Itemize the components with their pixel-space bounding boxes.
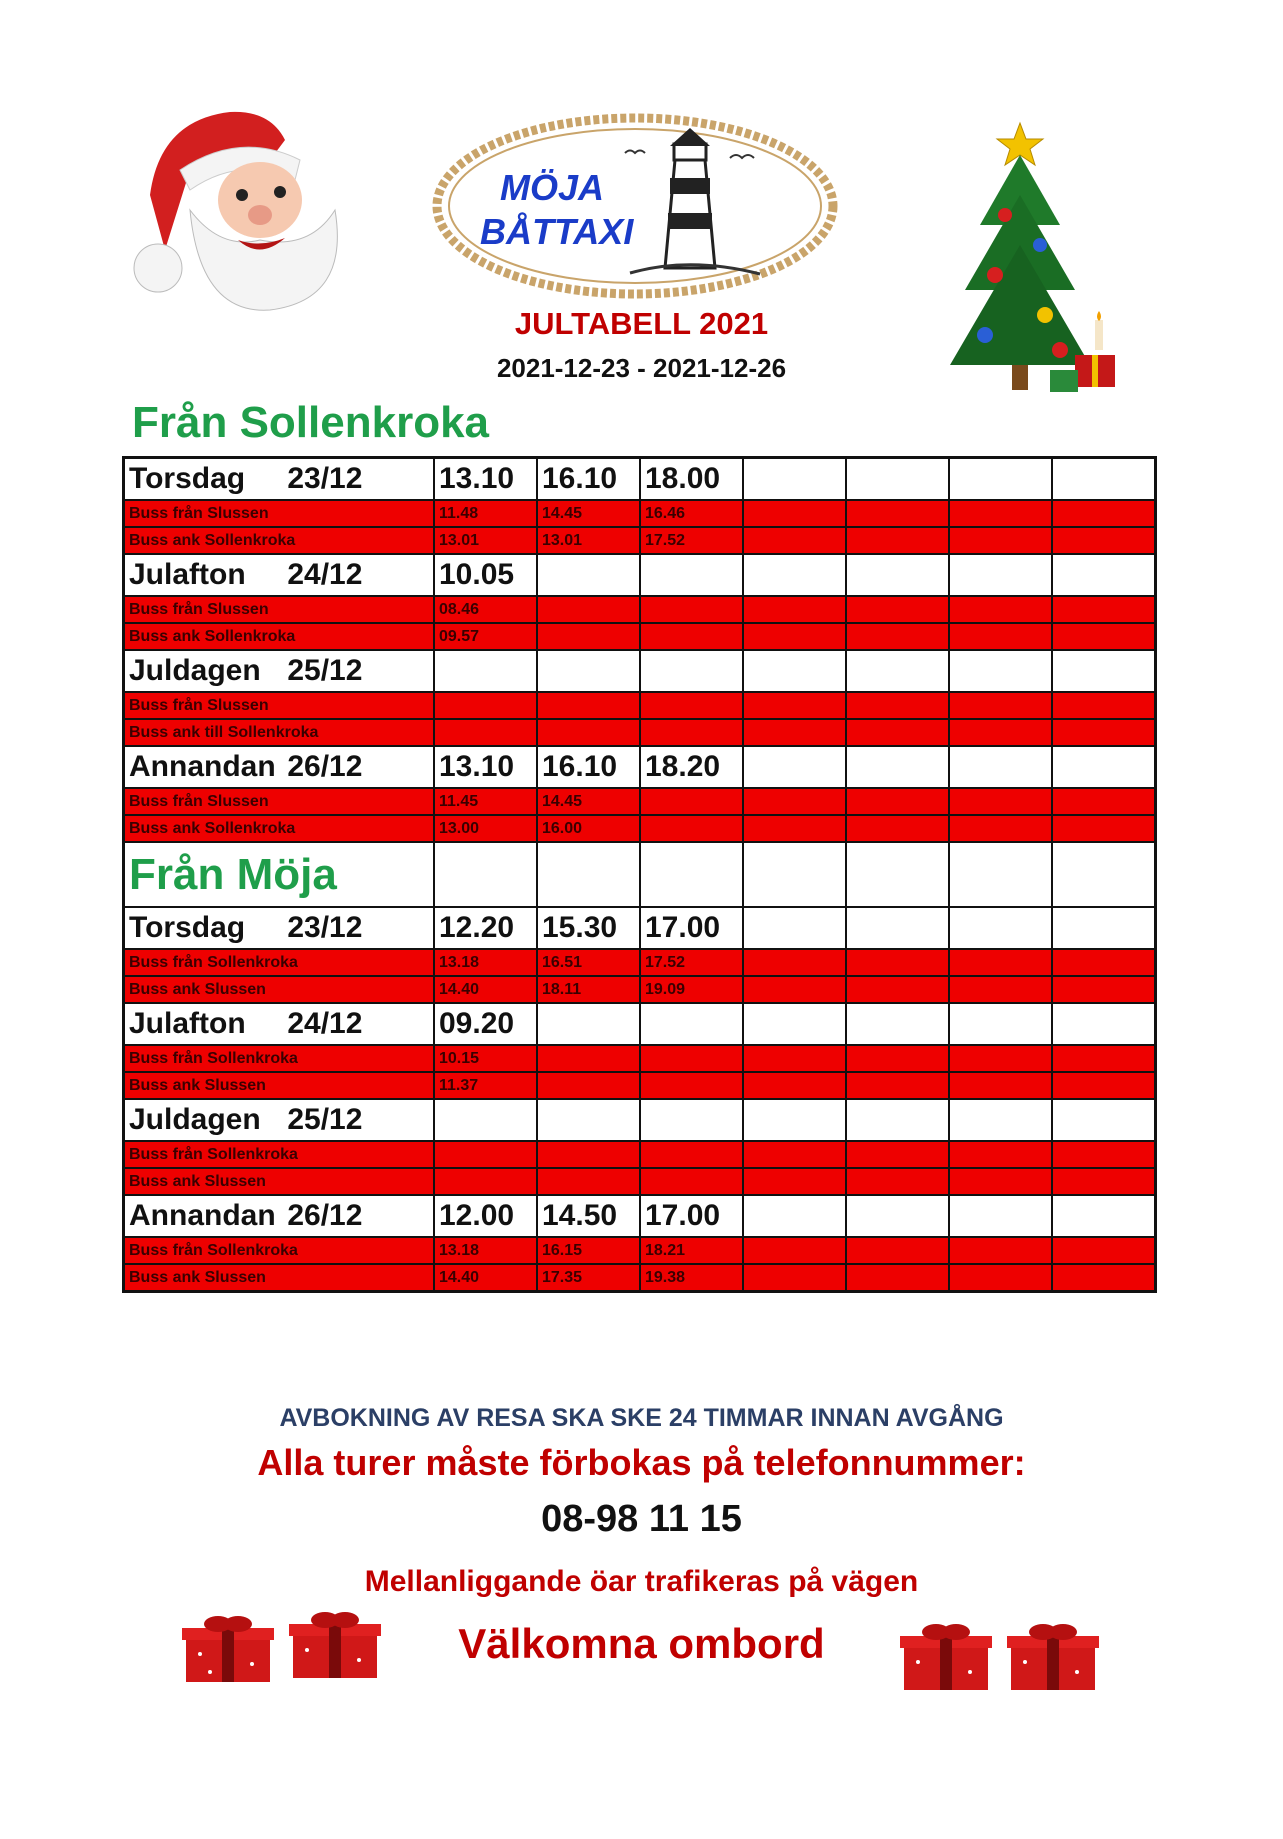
bus-time: 17.52 [640,527,743,554]
empty-cell [1052,1072,1156,1099]
empty-cell [743,623,846,650]
bus-row [124,949,1156,976]
departure-time: 09.20 [434,1003,537,1045]
empty-cell [846,1264,949,1292]
empty-cell [640,692,743,719]
empty-cell [846,1099,949,1141]
empty-cell [640,1141,743,1168]
empty-cell [949,1141,1052,1168]
booking-notice: Alla turer måste förbokas på telefonnummer: [257,1442,1026,1483]
empty-cell [949,815,1052,842]
departure-time: 18.00 [640,458,743,501]
bus-time: 11.37 [434,1072,537,1099]
bus-time: 14.45 [537,500,640,527]
empty-cell [1052,596,1156,623]
day-date: 26/12 [287,1199,363,1232]
empty-cell [537,842,640,907]
welcome-text: Välkomna ombord [458,1620,825,1667]
empty-cell [743,746,846,788]
day-row [124,458,1156,501]
empty-cell [846,842,949,907]
empty-cell [949,719,1052,746]
empty-cell [1052,554,1156,596]
day-name: Torsdag [129,462,246,495]
section-title-moja: Från Möja [124,842,435,907]
empty-cell [640,1003,743,1045]
bus-time: 08.46 [434,596,537,623]
empty-cell [846,949,949,976]
empty-cell [949,527,1052,554]
empty-cell [949,1003,1052,1045]
empty-cell [434,1141,537,1168]
bus-label: Buss ank Sollenkroka [124,623,435,650]
day-label-cell [124,458,435,501]
timetable-title: JULTABELL 2021 [514,306,769,341]
empty-cell [640,596,743,623]
departure-time: 15.30 [537,907,640,949]
bus-time: 17.35 [537,1264,640,1292]
day-date: 24/12 [287,1007,363,1040]
departure-time: 16.10 [537,458,640,501]
phone-number: 08-98 11 15 [541,1498,742,1540]
empty-cell [1052,1099,1156,1141]
bus-time: 14.40 [434,1264,537,1292]
empty-cell [743,719,846,746]
gift-icon [898,1622,994,1692]
empty-cell [743,650,846,692]
empty-cell [1052,842,1156,907]
empty-cell [537,650,640,692]
bus-time: 16.15 [537,1237,640,1264]
bus-time: 13.18 [434,949,537,976]
empty-cell [743,1237,846,1264]
bus-row [124,815,1156,842]
bus-label: Buss från Slussen [124,692,435,719]
departure-time: 13.10 [434,746,537,788]
empty-cell [949,1099,1052,1141]
empty-cell [537,1099,640,1141]
departure-time: 17.00 [640,1195,743,1237]
empty-cell [949,949,1052,976]
departure-time: 18.20 [640,746,743,788]
empty-cell [743,788,846,815]
bus-time: 16.00 [537,815,640,842]
bus-label: Buss ank Slussen [124,1168,435,1195]
bus-label: Buss ank Slussen [124,976,435,1003]
bus-row [124,1264,1156,1292]
empty-cell [949,1168,1052,1195]
day-name: Annandan [129,750,276,783]
day-row [124,1195,1156,1237]
day-date: 25/12 [287,654,363,687]
empty-cell [846,527,949,554]
svg-text:MÖJA: MÖJA [500,167,605,208]
day-date: 24/12 [287,558,363,591]
empty-cell [949,623,1052,650]
svg-text:BÅTTAXI: BÅTTAXI [480,211,634,252]
empty-cell [1052,1045,1156,1072]
empty-cell [949,554,1052,596]
empty-cell [434,1168,537,1195]
cancellation-notice: AVBOKNING AV RESA SKA SKE 24 TIMMAR INNAN AVGÅNG [279,1404,1004,1432]
empty-cell [846,1045,949,1072]
bus-row [124,976,1156,1003]
moja-battaxi-logo [430,108,840,304]
day-date: 26/12 [287,750,363,783]
day-name: Juldagen [129,654,261,687]
empty-cell [743,976,846,1003]
empty-cell [743,1045,846,1072]
empty-cell [640,1045,743,1072]
section-header-row [124,842,1156,907]
bus-time: 19.38 [640,1264,743,1292]
bus-row [124,596,1156,623]
empty-cell [1052,692,1156,719]
empty-cell [640,815,743,842]
empty-cell [949,842,1052,907]
empty-cell [640,623,743,650]
day-row [124,554,1156,596]
day-label-cell [124,554,435,596]
empty-cell [1052,650,1156,692]
day-row [124,746,1156,788]
empty-cell [949,1195,1052,1237]
day-row [124,1003,1156,1045]
empty-cell [537,554,640,596]
departure-time: 14.50 [537,1195,640,1237]
bus-label: Buss från Sollenkroka [124,1141,435,1168]
bus-time: 13.01 [537,527,640,554]
empty-cell [743,500,846,527]
empty-cell [537,1003,640,1045]
empty-cell [1052,527,1156,554]
bus-row [124,527,1156,554]
bus-time: 16.51 [537,949,640,976]
islands-notice: Mellanliggande öar trafikeras på vägen [364,1565,919,1598]
empty-cell [1052,1237,1156,1264]
bus-time: 14.45 [537,788,640,815]
empty-cell [743,458,846,501]
empty-cell [640,842,743,907]
day-date: 23/12 [287,462,363,495]
bus-label: Buss ank Slussen [124,1264,435,1292]
empty-cell [743,842,846,907]
empty-cell [1052,719,1156,746]
empty-cell [1052,1141,1156,1168]
empty-cell [537,1045,640,1072]
bus-label: Buss från Sollenkroka [124,1237,435,1264]
gift-icon [1005,1622,1101,1692]
empty-cell [949,650,1052,692]
bus-row [124,1072,1156,1099]
empty-cell [743,527,846,554]
day-date: 23/12 [287,911,363,944]
empty-cell [537,1168,640,1195]
day-row [124,1099,1156,1141]
bus-time: 13.18 [434,1237,537,1264]
empty-cell [743,815,846,842]
empty-cell [846,719,949,746]
bus-row [124,692,1156,719]
empty-cell [949,458,1052,501]
bus-row [124,623,1156,650]
day-date: 25/12 [287,1103,363,1136]
empty-cell [846,907,949,949]
date-range: 2021-12-23 - 2021-12-26 [496,353,787,383]
day-label-cell [124,650,435,692]
bus-time: 14.40 [434,976,537,1003]
empty-cell [846,1072,949,1099]
empty-cell [434,692,537,719]
empty-cell [846,458,949,501]
section-title-sollenkroka: Från Sollenkroka [132,398,490,447]
day-name: Juldagen [129,1103,261,1136]
empty-cell [1052,1264,1156,1292]
empty-cell [1052,949,1156,976]
empty-cell [743,1099,846,1141]
empty-cell [743,1195,846,1237]
bus-label: Buss från Sollenkroka [124,949,435,976]
empty-cell [846,1237,949,1264]
empty-cell [537,1141,640,1168]
bus-time: 13.01 [434,527,537,554]
empty-cell [949,596,1052,623]
empty-cell [846,746,949,788]
empty-cell [1052,500,1156,527]
day-row [124,650,1156,692]
empty-cell [846,976,949,1003]
bus-label: Buss ank Slussen [124,1072,435,1099]
empty-cell [537,596,640,623]
empty-cell [1052,1003,1156,1045]
empty-cell [743,1003,846,1045]
bus-time: 11.48 [434,500,537,527]
day-label-cell [124,746,435,788]
empty-cell [743,1168,846,1195]
empty-cell [949,1045,1052,1072]
day-row [124,907,1156,949]
empty-cell [949,788,1052,815]
bus-time: 10.15 [434,1045,537,1072]
bus-time: 18.11 [537,976,640,1003]
empty-cell [640,1168,743,1195]
day-name: Julafton [129,1007,246,1040]
empty-cell [434,1099,537,1141]
day-name: Torsdag [129,911,246,944]
empty-cell [846,692,949,719]
empty-cell [949,976,1052,1003]
bus-time: 11.45 [434,788,537,815]
bus-label: Buss ank till Sollenkroka [124,719,435,746]
bus-label: Buss från Sollenkroka [124,1045,435,1072]
empty-cell [743,554,846,596]
empty-cell [537,1072,640,1099]
empty-cell [949,1072,1052,1099]
bus-time: 09.57 [434,623,537,650]
bus-row [124,1237,1156,1264]
empty-cell [1052,1195,1156,1237]
empty-cell [743,1072,846,1099]
empty-cell [949,907,1052,949]
day-label-cell [124,1195,435,1237]
day-label-cell [124,1099,435,1141]
empty-cell [949,746,1052,788]
empty-cell [640,719,743,746]
empty-cell [1052,976,1156,1003]
empty-cell [743,596,846,623]
day-label-cell [124,1003,435,1045]
departure-time: 17.00 [640,907,743,949]
empty-cell [743,1141,846,1168]
empty-cell [434,842,537,907]
empty-cell [640,554,743,596]
empty-cell [949,1237,1052,1264]
empty-cell [846,815,949,842]
gift-icon [287,1610,383,1680]
empty-cell [640,1072,743,1099]
departure-time: 13.10 [434,458,537,501]
empty-cell [743,692,846,719]
empty-cell [949,1264,1052,1292]
empty-cell [846,554,949,596]
bus-label: Buss ank Sollenkroka [124,815,435,842]
empty-cell [846,1195,949,1237]
departure-time: 16.10 [537,746,640,788]
bus-label: Buss från Slussen [124,788,435,815]
empty-cell [537,692,640,719]
empty-cell [743,949,846,976]
empty-cell [434,719,537,746]
day-label-cell [124,907,435,949]
bus-row [124,1168,1156,1195]
departure-time: 12.20 [434,907,537,949]
santa-image [120,100,360,320]
empty-cell [640,650,743,692]
empty-cell [846,788,949,815]
empty-cell [743,1264,846,1292]
empty-cell [1052,788,1156,815]
empty-cell [1052,623,1156,650]
empty-cell [846,650,949,692]
departure-time: 10.05 [434,554,537,596]
bus-row [124,500,1156,527]
bus-time: 13.00 [434,815,537,842]
bus-row [124,1045,1156,1072]
empty-cell [846,500,949,527]
bus-label: Buss från Slussen [124,596,435,623]
departure-time: 12.00 [434,1195,537,1237]
bus-time: 19.09 [640,976,743,1003]
bus-time: 17.52 [640,949,743,976]
empty-cell [434,650,537,692]
bus-row [124,788,1156,815]
empty-cell [537,719,640,746]
bus-row [124,719,1156,746]
empty-cell [640,788,743,815]
bus-label: Buss ank Sollenkroka [124,527,435,554]
empty-cell [846,596,949,623]
empty-cell [949,500,1052,527]
empty-cell [949,692,1052,719]
empty-cell [846,1003,949,1045]
timetable [122,456,1157,1293]
empty-cell [846,1141,949,1168]
empty-cell [1052,1168,1156,1195]
empty-cell [1052,746,1156,788]
empty-cell [1052,907,1156,949]
empty-cell [743,907,846,949]
empty-cell [537,623,640,650]
empty-cell [846,1168,949,1195]
empty-cell [1052,815,1156,842]
empty-cell [1052,458,1156,501]
bus-time: 18.21 [640,1237,743,1264]
day-name: Julafton [129,558,246,591]
day-name: Annandan [129,1199,276,1232]
bus-label: Buss från Slussen [124,500,435,527]
empty-cell [640,1099,743,1141]
empty-cell [846,623,949,650]
gift-icon [180,1614,276,1684]
bus-time: 16.46 [640,500,743,527]
bus-row [124,1141,1156,1168]
